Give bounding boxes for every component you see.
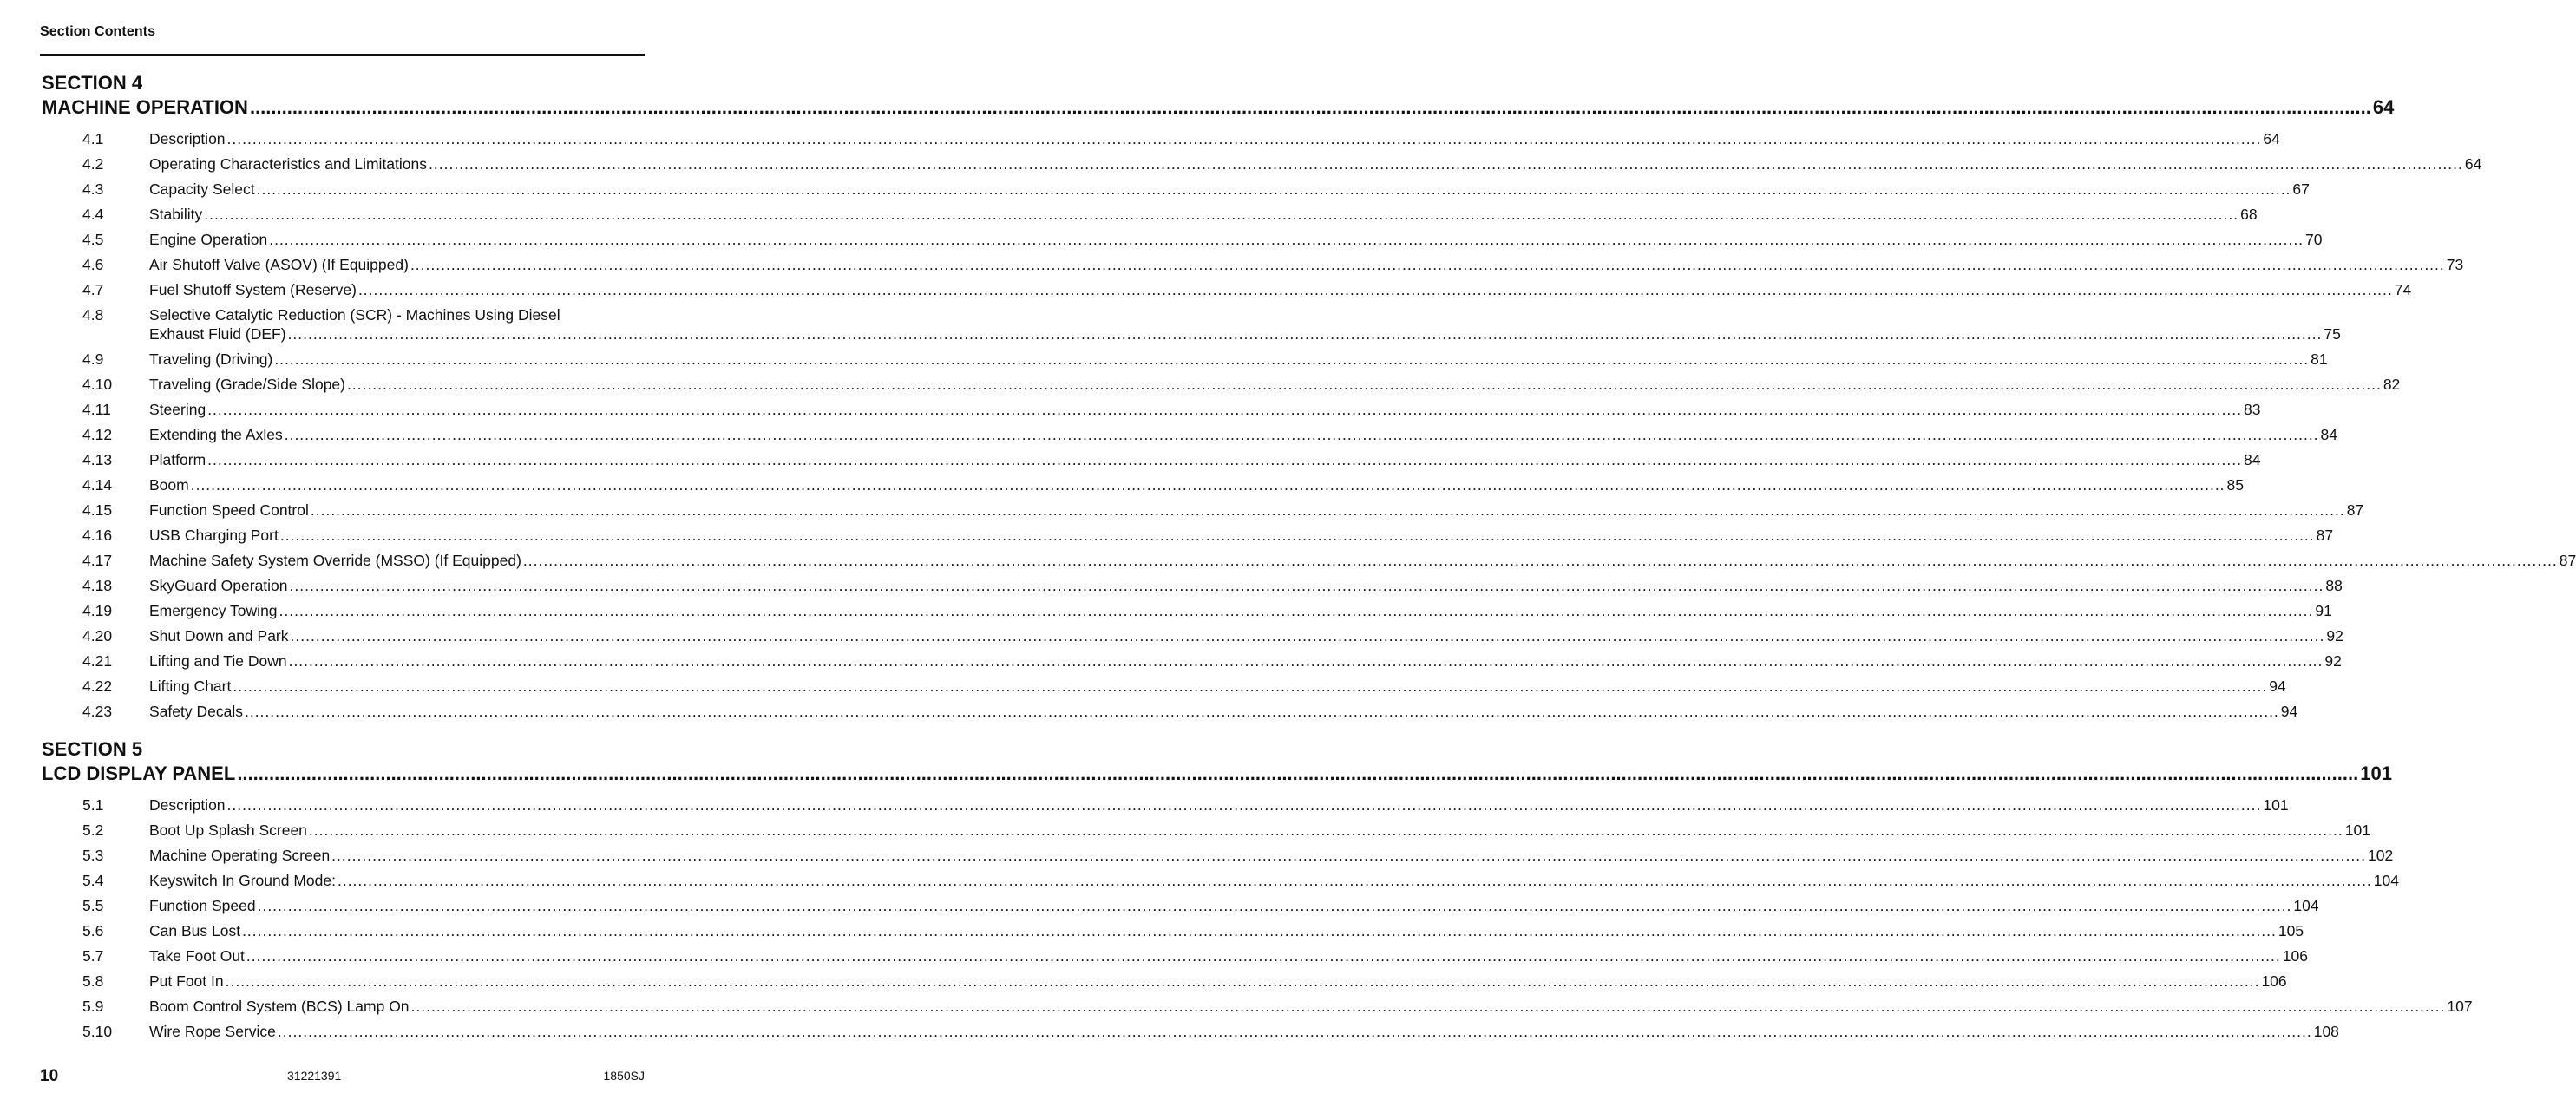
toc-entry[interactable]: [42, 473, 2245, 498]
entry-number: 4.11: [82, 401, 111, 418]
entry-title: Traveling (Grade/Side Slope): [149, 376, 345, 393]
entry-number: 5.2: [82, 821, 104, 839]
toc-entry[interactable]: [42, 843, 2394, 868]
entry-title: Exhaust Fluid (DEF): [149, 325, 286, 343]
entry-title: Capacity Select: [149, 180, 255, 198]
entry-page: 92: [2326, 627, 2343, 645]
entry-title: Keyswitch In Ground Mode:: [149, 872, 336, 889]
entry-page: 106: [2261, 972, 2287, 990]
toc-entry[interactable]: [42, 372, 2401, 397]
entry-page: 92: [2324, 652, 2342, 670]
page-footer: [40, 1067, 645, 1088]
dot-leader: ................................................................................................................................................................................................................................................................................................................................................................................................................: [269, 231, 2304, 248]
toc-entry[interactable]: [42, 699, 2298, 724]
entry-page: 101: [2344, 821, 2370, 839]
entry-title: Air Shutoff Valve (ASOV) (If Equipped): [149, 256, 409, 273]
dot-leader: ................................................................................................................................................................................................................................................................................................................................................................................................................: [522, 552, 2558, 569]
entry-title: Boom Control System (BCS) Lamp On: [149, 998, 410, 1015]
section-number-label: SECTION 4: [42, 72, 143, 94]
entry-number: 4.3: [82, 180, 104, 198]
toc-entry[interactable]: [42, 397, 2261, 422]
dot-leader: ................................................................................................................................................................................................................................................................................................................................................................................................................: [204, 206, 2239, 223]
dot-leader: ................................................................................................................................................................................................................................................................................................................................................................................................................: [429, 155, 2463, 173]
entry-title: Engine Operation: [149, 231, 268, 248]
entry-page: 81: [2311, 350, 2328, 368]
entry-page: 70: [2305, 231, 2323, 248]
entry-title: Function Speed: [149, 897, 256, 914]
entry-number: 4.12: [82, 426, 113, 443]
entry-title: Stability: [149, 206, 203, 223]
toc-entry[interactable]: [42, 969, 2287, 994]
toc-entry[interactable]: [42, 548, 2576, 573]
entry-page: 87: [2559, 552, 2576, 569]
dot-leader: ................................................................................................................................................................................................................................................................................................................................................................................................................: [279, 602, 2314, 619]
section-number-label: SECTION 5: [42, 738, 143, 760]
entry-title: Boot Up Splash Screen: [149, 821, 307, 839]
toc-entry[interactable]: [42, 1019, 2339, 1044]
entry-title: SkyGuard Operation: [149, 577, 288, 594]
entry-number: 5.8: [82, 972, 104, 990]
entry-page: 94: [2269, 677, 2286, 695]
toc-entry[interactable]: [42, 893, 2319, 919]
toc-entry[interactable]: [42, 818, 2370, 843]
entry-page: 73: [2446, 256, 2464, 273]
toc-entry[interactable]: [42, 448, 2261, 473]
toc-entry[interactable]: [42, 498, 2364, 523]
dot-leader: ................................................................................................................................................................................................................................................................................................................................................................................................................: [242, 922, 2277, 939]
toc-entry[interactable]: [42, 303, 2341, 347]
toc-section-5: [42, 737, 2473, 1044]
dot-leader: ................................................................................................................................................................................................................................................................................................................................................................................................................: [207, 401, 2243, 418]
entry-page: 82: [2383, 376, 2401, 393]
entry-number: 5.4: [82, 872, 104, 889]
entry-page: 104: [2373, 872, 2399, 889]
entry-title: Function Speed Control: [149, 501, 309, 519]
entry-number: 5.5: [82, 897, 104, 914]
dot-leader: ................................................................................................................................................................................................................................................................................................................................................................................................................: [284, 426, 2319, 443]
dot-leader: ................................................................................................................................................................................................................................................................................................................................................................................................................: [244, 703, 2279, 720]
entry-title: Take Foot Out: [149, 947, 245, 965]
toc-entry-list: [42, 793, 2473, 1044]
header-rule: [40, 54, 645, 56]
dot-leader: ................................................................................................................................................................................................................................................................................................................................................................................................................: [274, 350, 2310, 368]
entry-number: 4.1: [82, 130, 104, 147]
entry-number: 4.8: [82, 306, 104, 324]
entry-page: 101: [2263, 796, 2289, 814]
dot-leader: ................................................................................................................................................................................................................................................................................................................................................................................................................: [257, 897, 2292, 914]
toc-entry[interactable]: [42, 944, 2308, 969]
entry-number: 4.20: [82, 627, 113, 645]
toc-entry[interactable]: [42, 152, 2482, 177]
entry-title: Fuel Shutoff System (Reserve): [149, 281, 357, 298]
dot-leader: ................................................................................................................................................................................................................................................................................................................................................................................................................: [337, 872, 2372, 889]
entry-number: 4.15: [82, 501, 113, 519]
entry-title: Extending the Axles: [149, 426, 283, 443]
entry-number: 4.19: [82, 602, 113, 619]
entry-page: 94: [2280, 703, 2298, 720]
dot-leader: ................................................................................................................................................................................................................................................................................................................................................................................................................: [357, 281, 2393, 298]
page-number: 10: [40, 1067, 59, 1085]
entry-title: Put Foot In: [149, 972, 224, 990]
section-title: MACHINE OPERATION: [42, 96, 248, 118]
entry-title: Shut Down and Park: [149, 627, 289, 645]
entry-number: 4.6: [82, 256, 104, 273]
toc-entry[interactable]: [42, 523, 2334, 548]
entry-page: 105: [2278, 922, 2304, 939]
running-header: Section Contents: [40, 24, 156, 39]
dot-leader: ................................................................................................................................................................................................................................................................................................................................................................................................................: [347, 376, 2382, 393]
toc-entry[interactable]: [42, 674, 2286, 699]
dot-leader: ................................................................................................................................................................................................................................................................................................................................................................................................................: [246, 947, 2281, 965]
toc-entry[interactable]: [42, 599, 2332, 624]
entry-title: Description: [149, 796, 226, 814]
toc-entry[interactable]: [42, 868, 2399, 893]
dot-leader: ................................................................................................................................................................................................................................................................................................................................................................................................................: [410, 998, 2446, 1015]
dot-leader: ................................................................................................................................................................................................................................................................................................................................................................................................................: [226, 796, 2262, 814]
section-title-row[interactable]: [42, 95, 2395, 120]
entry-title: Operating Characteristics and Limitations: [149, 155, 428, 173]
toc-entry-list: [42, 127, 2576, 724]
entry-title: Selective Catalytic Reduction (SCR) - Machines Using Diesel: [149, 306, 560, 324]
entry-number: 4.23: [82, 703, 113, 720]
section-page: 64: [2372, 96, 2395, 118]
entry-page: 88: [2325, 577, 2343, 594]
toc-entry[interactable]: [42, 624, 2343, 649]
toc-entry[interactable]: [42, 994, 2473, 1019]
entry-number: 4.5: [82, 231, 104, 248]
entry-number: 5.1: [82, 796, 104, 814]
entry-title: Safety Decals: [149, 703, 243, 720]
entry-title: Lifting and Tie Down: [149, 652, 287, 670]
dot-leader: ................................................................................................................................................................................................................................................................................................................................................................................................................: [290, 627, 2325, 645]
entry-number: 5.3: [82, 847, 104, 864]
entry-number: 4.16: [82, 527, 113, 544]
dot-leader: ................................................................................................................................................................................................................................................................................................................................................................................................................: [410, 256, 2445, 273]
entry-page: 107: [2447, 998, 2473, 1015]
dot-leader: ................................................................................................................................................................................................................................................................................................................................................................................................................: [207, 451, 2242, 468]
entry-number: 4.21: [82, 652, 113, 670]
model-name: 1850SJ: [603, 1069, 645, 1083]
entry-title: Description: [149, 130, 226, 147]
dot-leader: ................................................................................................................................................................................................................................................................................................................................................................................................................: [225, 972, 2260, 990]
entry-page: 67: [2292, 180, 2310, 198]
toc-section-4: [42, 71, 2576, 724]
toc-entry[interactable]: [42, 793, 2289, 818]
section-title-row[interactable]: [42, 762, 2392, 786]
toc-entry[interactable]: [42, 177, 2310, 202]
dot-leader: ................................................................................................................................................................................................................................................................................................................................................................................................................: [237, 762, 2359, 784]
entry-page: 83: [2244, 401, 2261, 418]
dot-leader: ................................................................................................................................................................................................................................................................................................................................................................................................................: [308, 821, 2343, 839]
dot-leader: ................................................................................................................................................................................................................................................................................................................................................................................................................: [190, 476, 2225, 494]
dot-leader: ................................................................................................................................................................................................................................................................................................................................................................................................................: [233, 677, 2268, 695]
entry-page: 84: [2243, 451, 2261, 468]
dot-leader: ................................................................................................................................................................................................................................................................................................................................................................................................................: [226, 130, 2262, 147]
entry-title: Traveling (Driving): [149, 350, 273, 368]
entry-page: 106: [2282, 947, 2308, 965]
toc-entry[interactable]: [42, 227, 2323, 252]
dot-leader: ................................................................................................................................................................................................................................................................................................................................................................................................................: [277, 1023, 2312, 1040]
entry-title: Wire Rope Service: [149, 1023, 276, 1040]
entry-page: 87: [2346, 501, 2364, 519]
entry-page: 64: [2464, 155, 2482, 173]
dot-leader: ................................................................................................................................................................................................................................................................................................................................................................................................................: [331, 847, 2366, 864]
dot-leader: ................................................................................................................................................................................................................................................................................................................................................................................................................: [287, 325, 2323, 343]
dot-leader: ................................................................................................................................................................................................................................................................................................................................................................................................................: [256, 180, 2291, 198]
entry-page: 74: [2394, 281, 2412, 298]
entry-page: 68: [2240, 206, 2258, 223]
toc-entry[interactable]: [42, 649, 2342, 674]
entry-number: 4.22: [82, 677, 113, 695]
entry-page: 84: [2320, 426, 2338, 443]
entry-title: Lifting Chart: [149, 677, 232, 695]
entry-page: 102: [2368, 847, 2394, 864]
entry-number: 4.13: [82, 451, 113, 468]
entry-number: 4.17: [82, 552, 113, 569]
entry-page: 87: [2316, 527, 2334, 544]
section-page: 101: [2360, 762, 2392, 784]
entry-title: Can Bus Lost: [149, 922, 241, 939]
document-number: 31221391: [287, 1069, 342, 1083]
entry-page: 91: [2315, 602, 2332, 619]
entry-page: 85: [2226, 476, 2245, 494]
entry-number: 5.9: [82, 998, 104, 1015]
entry-title: Steering: [149, 401, 206, 418]
entry-number: 4.2: [82, 155, 104, 173]
entry-number: 5.6: [82, 922, 104, 939]
entry-page: 108: [2313, 1023, 2339, 1040]
entry-number: 4.7: [82, 281, 104, 298]
entry-page: 75: [2324, 325, 2341, 343]
entry-number: 4.4: [82, 206, 104, 223]
entry-number: 4.14: [82, 476, 113, 494]
entry-title: Platform: [149, 451, 206, 468]
toc-entry[interactable]: [42, 573, 2343, 599]
toc-entry[interactable]: [42, 127, 2280, 152]
entry-title: Machine Operating Screen: [149, 847, 331, 864]
entry-title: Emergency Towing: [149, 602, 278, 619]
entry-number: 5.10: [82, 1023, 113, 1040]
entry-number: 4.9: [82, 350, 104, 368]
dot-leader: ................................................................................................................................................................................................................................................................................................................................................................................................................: [288, 652, 2324, 670]
dot-leader: ................................................................................................................................................................................................................................................................................................................................................................................................................: [279, 527, 2315, 544]
toc-entry[interactable]: [42, 278, 2412, 303]
entry-number: 4.10: [82, 376, 113, 393]
entry-page: 104: [2293, 897, 2319, 914]
dot-leader: ................................................................................................................................................................................................................................................................................................................................................................................................................: [249, 96, 2371, 118]
entry-number: 5.7: [82, 947, 104, 965]
toc-entry[interactable]: [42, 347, 2328, 372]
entry-title: Machine Safety System Override (MSSO) (If Equipped): [149, 552, 521, 569]
dot-leader: ................................................................................................................................................................................................................................................................................................................................................................................................................: [310, 501, 2345, 519]
dot-leader: ................................................................................................................................................................................................................................................................................................................................................................................................................: [289, 577, 2324, 594]
toc-entry[interactable]: [42, 202, 2258, 227]
entry-title: Boom: [149, 476, 189, 494]
entry-page: 64: [2263, 130, 2280, 147]
toc-entry[interactable]: [42, 252, 2464, 278]
entry-number: 4.18: [82, 577, 113, 594]
toc-entry[interactable]: [42, 422, 2338, 448]
section-title: LCD DISPLAY PANEL: [42, 762, 236, 784]
toc-entry[interactable]: [42, 919, 2304, 944]
entry-title: USB Charging Port: [149, 527, 279, 544]
